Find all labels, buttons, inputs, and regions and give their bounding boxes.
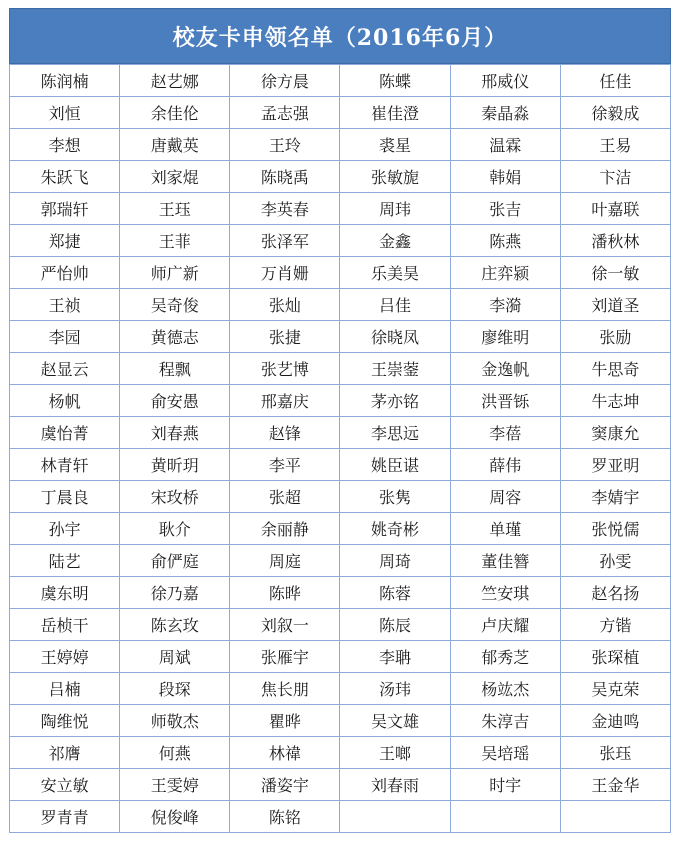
name-cell: 张捷 (230, 321, 340, 353)
name-cell: 吕楠 (10, 673, 120, 705)
name-cell: 邢威仪 (450, 65, 560, 97)
name-table (9, 64, 671, 833)
name-cell: 李平 (230, 449, 340, 481)
name-cell: 金鑫 (340, 225, 450, 257)
table-row (10, 673, 671, 705)
name-cell: 王玲 (230, 129, 340, 161)
name-cell: 张珏 (560, 737, 670, 769)
name-cell: 李聃 (340, 641, 450, 673)
name-cell (450, 801, 560, 833)
name-cell: 陈晓禹 (230, 161, 340, 193)
table-row (10, 193, 671, 225)
name-cell: 朱跃飞 (10, 161, 120, 193)
name-cell: 王婷婷 (10, 641, 120, 673)
table-row (10, 545, 671, 577)
name-cell: 赵名扬 (560, 577, 670, 609)
name-cell: 王易 (560, 129, 670, 161)
table-row (10, 513, 671, 545)
sheet-title: 校友卡申领名单（2016年6月） (9, 8, 671, 64)
name-cell: 丁晨良 (10, 481, 120, 513)
table-row (10, 353, 671, 385)
name-cell: 陶维悦 (10, 705, 120, 737)
name-cell: 黄昕玥 (120, 449, 230, 481)
name-cell: 张悦儒 (560, 513, 670, 545)
name-cell: 邢嘉庆 (230, 385, 340, 417)
name-cell: 薛伟 (450, 449, 560, 481)
table-row (10, 481, 671, 513)
name-table-body (10, 65, 671, 833)
name-cell: 王珏 (120, 193, 230, 225)
name-list-sheet (9, 8, 671, 833)
name-cell: 李英春 (230, 193, 340, 225)
name-cell: 陈铭 (230, 801, 340, 833)
name-cell: 卢庆耀 (450, 609, 560, 641)
name-cell: 吴克荣 (560, 673, 670, 705)
name-cell: 张艺博 (230, 353, 340, 385)
name-cell: 虞怡菁 (10, 417, 120, 449)
name-cell: 徐一敏 (560, 257, 670, 289)
name-cell: 虞东明 (10, 577, 120, 609)
name-cell: 徐毅成 (560, 97, 670, 129)
name-cell: 李蓓 (450, 417, 560, 449)
name-cell: 牛思奇 (560, 353, 670, 385)
name-cell: 姚臣谌 (340, 449, 450, 481)
name-cell: 陈辰 (340, 609, 450, 641)
name-cell: 崔佳澄 (340, 97, 450, 129)
name-cell: 杨帆 (10, 385, 120, 417)
name-cell: 刘叙一 (230, 609, 340, 641)
table-row (10, 609, 671, 641)
name-cell: 陈蝶 (340, 65, 450, 97)
name-cell: 李园 (10, 321, 120, 353)
name-cell: 宋玫桥 (120, 481, 230, 513)
name-cell: 秦晶淼 (450, 97, 560, 129)
name-cell: 任佳 (560, 65, 670, 97)
name-cell (560, 801, 670, 833)
table-row (10, 129, 671, 161)
name-cell: 王崇蓥 (340, 353, 450, 385)
table-row (10, 289, 671, 321)
table-row (10, 321, 671, 353)
name-cell: 张超 (230, 481, 340, 513)
table-row (10, 801, 671, 833)
name-cell: 郑捷 (10, 225, 120, 257)
name-cell: 方锴 (560, 609, 670, 641)
name-cell: 徐乃嘉 (120, 577, 230, 609)
name-cell: 师广新 (120, 257, 230, 289)
table-row (10, 161, 671, 193)
name-cell: 罗青青 (10, 801, 120, 833)
name-cell: 乐美昊 (340, 257, 450, 289)
name-cell: 陆艺 (10, 545, 120, 577)
name-cell: 倪俊峰 (120, 801, 230, 833)
table-row (10, 737, 671, 769)
name-cell: 万肖姗 (230, 257, 340, 289)
name-cell: 王菲 (120, 225, 230, 257)
name-cell: 王金华 (560, 769, 670, 801)
name-cell: 汤玮 (340, 673, 450, 705)
name-cell: 廖维明 (450, 321, 560, 353)
name-cell: 李思远 (340, 417, 450, 449)
name-cell: 张灿 (230, 289, 340, 321)
name-cell: 陈蓉 (340, 577, 450, 609)
name-cell: 张琛植 (560, 641, 670, 673)
name-cell: 程飘 (120, 353, 230, 385)
name-cell: 郭瑞轩 (10, 193, 120, 225)
name-cell: 张雁宇 (230, 641, 340, 673)
name-cell: 吕佳 (340, 289, 450, 321)
name-cell: 俞俨庭 (120, 545, 230, 577)
name-cell: 焦长朋 (230, 673, 340, 705)
name-cell: 段琛 (120, 673, 230, 705)
name-cell: 王啷 (340, 737, 450, 769)
name-cell: 卞洁 (560, 161, 670, 193)
name-cell: 陈燕 (450, 225, 560, 257)
name-cell: 瞿晔 (230, 705, 340, 737)
name-cell: 韩娟 (450, 161, 560, 193)
name-cell: 刘春雨 (340, 769, 450, 801)
name-cell: 单瑾 (450, 513, 560, 545)
name-cell: 余丽静 (230, 513, 340, 545)
name-cell: 刘家焜 (120, 161, 230, 193)
table-row (10, 417, 671, 449)
table-row (10, 705, 671, 737)
name-cell: 温霖 (450, 129, 560, 161)
name-cell: 陈晔 (230, 577, 340, 609)
name-cell: 岳桢干 (10, 609, 120, 641)
name-cell: 金逸帆 (450, 353, 560, 385)
name-cell: 董佳簪 (450, 545, 560, 577)
table-row (10, 449, 671, 481)
name-cell: 刘恒 (10, 97, 120, 129)
name-cell: 孙宇 (10, 513, 120, 545)
name-cell: 张敏旎 (340, 161, 450, 193)
name-cell: 周容 (450, 481, 560, 513)
name-cell: 王雯婷 (120, 769, 230, 801)
name-cell: 徐方晨 (230, 65, 340, 97)
name-cell: 张励 (560, 321, 670, 353)
name-cell: 李漪 (450, 289, 560, 321)
name-cell: 庄弈颍 (450, 257, 560, 289)
name-cell: 李想 (10, 129, 120, 161)
name-cell: 赵艺娜 (120, 65, 230, 97)
name-cell: 罗亚明 (560, 449, 670, 481)
name-cell: 吴培瑶 (450, 737, 560, 769)
name-cell: 周庭 (230, 545, 340, 577)
name-cell: 吴奇俊 (120, 289, 230, 321)
name-cell: 陈润楠 (10, 65, 120, 97)
table-row (10, 97, 671, 129)
name-cell (340, 801, 450, 833)
name-cell: 赵锋 (230, 417, 340, 449)
name-cell: 时宇 (450, 769, 560, 801)
name-cell: 金迪鸣 (560, 705, 670, 737)
name-cell: 严怡帅 (10, 257, 120, 289)
name-cell: 朱淳吉 (450, 705, 560, 737)
name-cell: 安立敏 (10, 769, 120, 801)
table-row (10, 641, 671, 673)
name-cell: 杨竑杰 (450, 673, 560, 705)
name-cell: 祁膺 (10, 737, 120, 769)
name-cell: 徐晓凤 (340, 321, 450, 353)
name-cell: 张隽 (340, 481, 450, 513)
name-cell: 竺安琪 (450, 577, 560, 609)
name-cell: 潘秋林 (560, 225, 670, 257)
name-cell: 茅亦铭 (340, 385, 450, 417)
name-cell: 潘姿宇 (230, 769, 340, 801)
name-cell: 余佳伦 (120, 97, 230, 129)
name-cell: 叶嘉联 (560, 193, 670, 225)
name-cell: 耿介 (120, 513, 230, 545)
name-cell: 唐戴英 (120, 129, 230, 161)
name-cell: 赵显云 (10, 353, 120, 385)
name-cell: 林禕 (230, 737, 340, 769)
name-cell: 孙雯 (560, 545, 670, 577)
table-row (10, 385, 671, 417)
name-cell: 窦康允 (560, 417, 670, 449)
table-row (10, 65, 671, 97)
name-cell: 周玮 (340, 193, 450, 225)
name-cell: 姚奇彬 (340, 513, 450, 545)
name-cell: 黄德志 (120, 321, 230, 353)
name-cell: 林青轩 (10, 449, 120, 481)
name-cell: 洪晋铄 (450, 385, 560, 417)
name-cell: 师敬杰 (120, 705, 230, 737)
name-cell: 周斌 (120, 641, 230, 673)
name-cell: 吴文雄 (340, 705, 450, 737)
name-cell: 张泽军 (230, 225, 340, 257)
name-cell: 李婧宇 (560, 481, 670, 513)
name-cell: 俞安愚 (120, 385, 230, 417)
name-cell: 张吉 (450, 193, 560, 225)
name-cell: 周琦 (340, 545, 450, 577)
name-cell: 牛志坤 (560, 385, 670, 417)
table-row (10, 257, 671, 289)
name-cell: 陈玄玫 (120, 609, 230, 641)
table-row (10, 577, 671, 609)
table-row (10, 225, 671, 257)
name-cell: 刘春燕 (120, 417, 230, 449)
table-row (10, 769, 671, 801)
name-cell: 王祯 (10, 289, 120, 321)
name-cell: 裘星 (340, 129, 450, 161)
name-cell: 刘道圣 (560, 289, 670, 321)
name-cell: 孟志强 (230, 97, 340, 129)
name-cell: 郁秀芝 (450, 641, 560, 673)
name-cell: 何燕 (120, 737, 230, 769)
